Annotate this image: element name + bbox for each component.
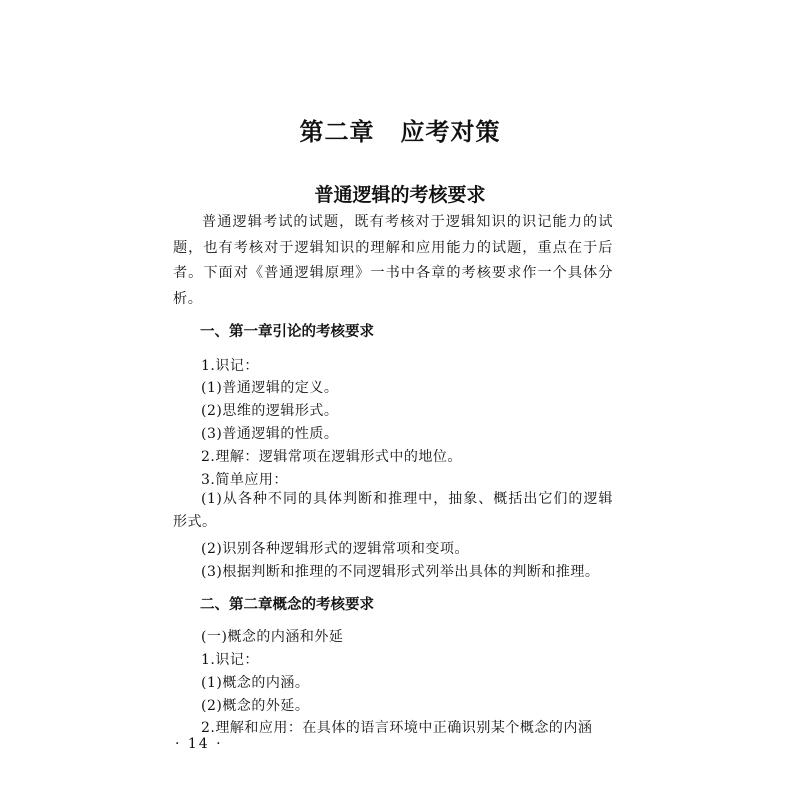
part1-item: (3)根据判断和推理的不同逻辑形式列举出具体的判断和推理。 [201, 564, 600, 580]
part1-item: (3)普通逻辑的性质。 [201, 426, 339, 442]
chapter-number: 第二章 [299, 118, 375, 146]
part1-item: 1.识记： [201, 358, 259, 374]
part2-item: (1)概念的内涵。 [201, 675, 310, 691]
page-number: · 14 · [175, 736, 223, 752]
intro-paragraph: 普通逻辑考试的试题，既有考核对于逻辑知识的识记能力的试题，也有考核对于逻辑知识的理解和应用能力的试题，重点在于后者。下面对《普通逻辑原理》一书中各章的考核要求作一个具体分析。 [173, 214, 613, 307]
part1-item: (2)识别各种逻辑形式的逻辑常项和变项。 [201, 541, 469, 557]
chapter-title [0, 112, 800, 147]
part1-heading: 一、第一章引论的考核要求 [200, 324, 374, 340]
chapter-name: 应考对策 [400, 118, 501, 146]
part1-item: (2)思维的逻辑形式。 [201, 403, 339, 419]
part2-heading: 二、第二章概念的考核要求 [200, 597, 374, 613]
part1-item: (1)从各种不同的具体判断和推理中，抽象、概括出它们的逻辑形式。 [173, 491, 613, 530]
part1-item: 2.理解：逻辑常项在逻辑形式中的地位。 [201, 449, 462, 465]
part1-item: (1)普通逻辑的定义。 [201, 380, 339, 396]
part1-item: 3.简单应用： [201, 472, 288, 488]
part2-item: 2.理解和应用：在具体的语言环境中正确识别某个概念的内涵 [201, 720, 593, 736]
section-title: 普通逻辑的考核要求 [314, 184, 486, 206]
part2-item: (一)概念的内涵和外延 [201, 629, 344, 645]
part2-item: (2)概念的外延。 [201, 698, 310, 714]
part2-item: 1.识记： [201, 652, 259, 668]
